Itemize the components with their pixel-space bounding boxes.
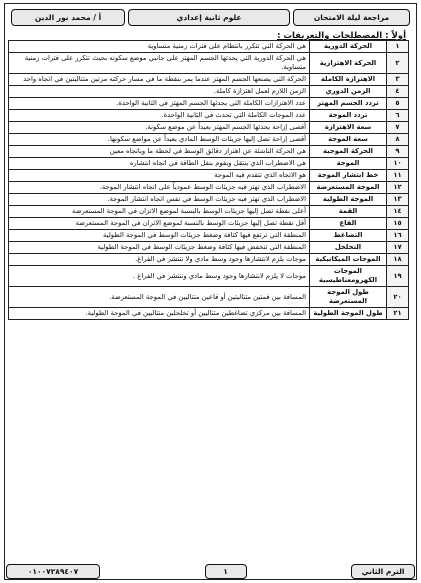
row-number: ١٨ [387, 254, 409, 266]
row-definition: عدد الاهتزازات الكاملة التي يحدثها الجسم المهتز في الثانية الواحدة. [9, 98, 310, 110]
row-term: الاهتزازة الكاملة [310, 74, 387, 86]
row-number: ٣ [387, 74, 409, 86]
footer-phone: ٠١٠٠٧٢٨٩٤٠٧ [6, 564, 100, 579]
table-row [9, 242, 409, 254]
row-term: الموجة [310, 158, 387, 170]
row-number: ١٣ [387, 194, 409, 206]
page-footer [6, 564, 415, 579]
table-row [9, 218, 409, 230]
row-term: القمة [310, 206, 387, 218]
table-row [9, 308, 409, 320]
table-row [9, 230, 409, 242]
row-definition: المسافة بين قمتين متتاليتين أو قاعين متتاليين في الموجة المستعرضة. [9, 287, 310, 308]
row-term: طول الموجة الطولية [310, 308, 387, 320]
table-row [9, 41, 409, 53]
section-title: أولاً : المصطلحات والتعريفات : [277, 31, 406, 41]
footer-page-number: ١ [205, 564, 247, 579]
row-definition: أقصى إزاحة يحدثها الجسم المهتز بعيداً عن موضع سكونة. [9, 122, 310, 134]
row-definition: عدد الموجات الكاملة التي تحدث في الثانية الواحدة. [9, 110, 310, 122]
row-number: ٢ [387, 53, 409, 74]
row-definition: موجات لا يلزم لانتشارها وجود وسط مادي وتنتشر في الفراغ . [9, 266, 310, 287]
row-term: سعة الاهتزازة [310, 122, 387, 134]
terms-table [8, 40, 409, 320]
row-definition: المسافة بين مركزي تضاغطين متتاليين أو تخلخلين متتاليين في الموجة الطولية. [9, 308, 310, 320]
row-term: التخلخل [310, 242, 387, 254]
row-number: ٥ [387, 98, 409, 110]
row-term: القاع [310, 218, 387, 230]
table-row [9, 122, 409, 134]
row-number: ١ [387, 41, 409, 53]
table-row [9, 98, 409, 110]
table-row [9, 194, 409, 206]
row-definition: أقل نقطة تصل إليها جزيئات الوسط بالنسبة لموضع الاتزان في الموجة المستعرضة [9, 218, 310, 230]
row-term: الموجة الطولية [310, 194, 387, 206]
row-number: ٩ [387, 146, 409, 158]
row-term: الزمن الدوري [310, 86, 387, 98]
table-row [9, 146, 409, 158]
row-term: التضاغط [310, 230, 387, 242]
row-number: ٧ [387, 122, 409, 134]
table-row [9, 206, 409, 218]
row-number: ٢٠ [387, 287, 409, 308]
row-number: ٦ [387, 110, 409, 122]
row-definition: هي الحركة الدورية التي يحدثها الجسم المهتز على جانبي موضع سكونه بحيث تتكرر على فترات زمنية متساوية. [9, 53, 310, 74]
table-row [9, 287, 409, 308]
table-row [9, 110, 409, 122]
table-row [9, 158, 409, 170]
row-definition: الزمن اللازم لعمل اهتزازة كاملة. [9, 86, 310, 98]
row-term: الحركة الاهتزازية [310, 53, 387, 74]
row-definition: هي الحركة التي تتكرر بانتظام على فترات زمنية متساوية [9, 41, 310, 53]
row-number: ١٤ [387, 206, 409, 218]
table-row [9, 53, 409, 74]
row-number: ٢١ [387, 308, 409, 320]
table-row [9, 266, 409, 287]
row-term: خط انتشار الموجة [310, 170, 387, 182]
row-term: الحركة الدورية [310, 41, 387, 53]
row-definition: موجات يلزم لانتشارها وجود وسط مادي ولا تنتشر في الفراغ. [9, 254, 310, 266]
row-term: الموجة المستعرضة [310, 182, 387, 194]
row-term: الموجات الميكانيكية [310, 254, 387, 266]
row-definition: الاضطراب الذي تهتز فيه جزيئات الوسط في نفس اتجاه انتشار الموجة. [9, 194, 310, 206]
row-number: ١٩ [387, 266, 409, 287]
row-number: ١٠ [387, 158, 409, 170]
row-number: ٨ [387, 134, 409, 146]
row-definition: المنطقة التي تنخفض فيها كثافة وضغط جزيئات الوسط في الموجة الطولية [9, 242, 310, 254]
row-term: الحركة الموجية [310, 146, 387, 158]
table-row [9, 182, 409, 194]
header-title: مراجعة ليلة الامتحان [293, 9, 410, 26]
row-number: ١٥ [387, 218, 409, 230]
footer-term: الترم الثاني [351, 564, 415, 579]
row-definition: هي الحركة الناشئة عن اهتزاز دقائق الوسط في لحظة ما وباتجاه معين [9, 146, 310, 158]
row-term: سعة الموجة [310, 134, 387, 146]
row-definition: هي الاضطراب الذي ينتقل ويقوم بنقل الطاقة في اتجاه انتشاره [9, 158, 310, 170]
table-row [9, 170, 409, 182]
row-number: ١٢ [387, 182, 409, 194]
row-term: الموجات الكهرومغناطيسية [310, 266, 387, 287]
row-definition: أعلى نقطة تصل إليها جزيئات الوسط بالنسبة لموضع الاتزان في الموجة المستعرضة [9, 206, 310, 218]
table-row [9, 254, 409, 266]
row-definition: هو الاتجاه الذي تتقدم فيه الموجة [9, 170, 310, 182]
row-term: تردد الجسم المهتز [310, 98, 387, 110]
row-definition: الاضطراب الذي تهتز فيه جزيئات الوسط عمودياً على اتجاه انتشار الموجة. [9, 182, 310, 194]
row-definition: المنطقة التي ترتفع فيها كثافة وضغط جزيئات الوسط في الموجة الطولية [9, 230, 310, 242]
row-term: تردد الموجة [310, 110, 387, 122]
table-row [9, 86, 409, 98]
header-subject: علوم ثانية إعدادي [128, 9, 290, 26]
row-number: ١٧ [387, 242, 409, 254]
table-row [9, 74, 409, 86]
row-definition: أقصى إزاحة تصل إليها جزيئات الوسط المادي بعيداً عن مواضع سكونها. [9, 134, 310, 146]
table-row [9, 134, 409, 146]
row-definition: الحركة التي يصنعها الجسم المهتز عندما يمر بنقطة ما في مسار حركته مرتين متتاليتين في اتجاه واحد [9, 74, 310, 86]
row-number: ١١ [387, 170, 409, 182]
row-number: ٤ [387, 86, 409, 98]
row-term: طول الموجة المستعرضة [310, 287, 387, 308]
header-teacher: أ / محمد نور الدين [11, 9, 125, 26]
row-number: ١٦ [387, 230, 409, 242]
page-header [11, 9, 410, 26]
